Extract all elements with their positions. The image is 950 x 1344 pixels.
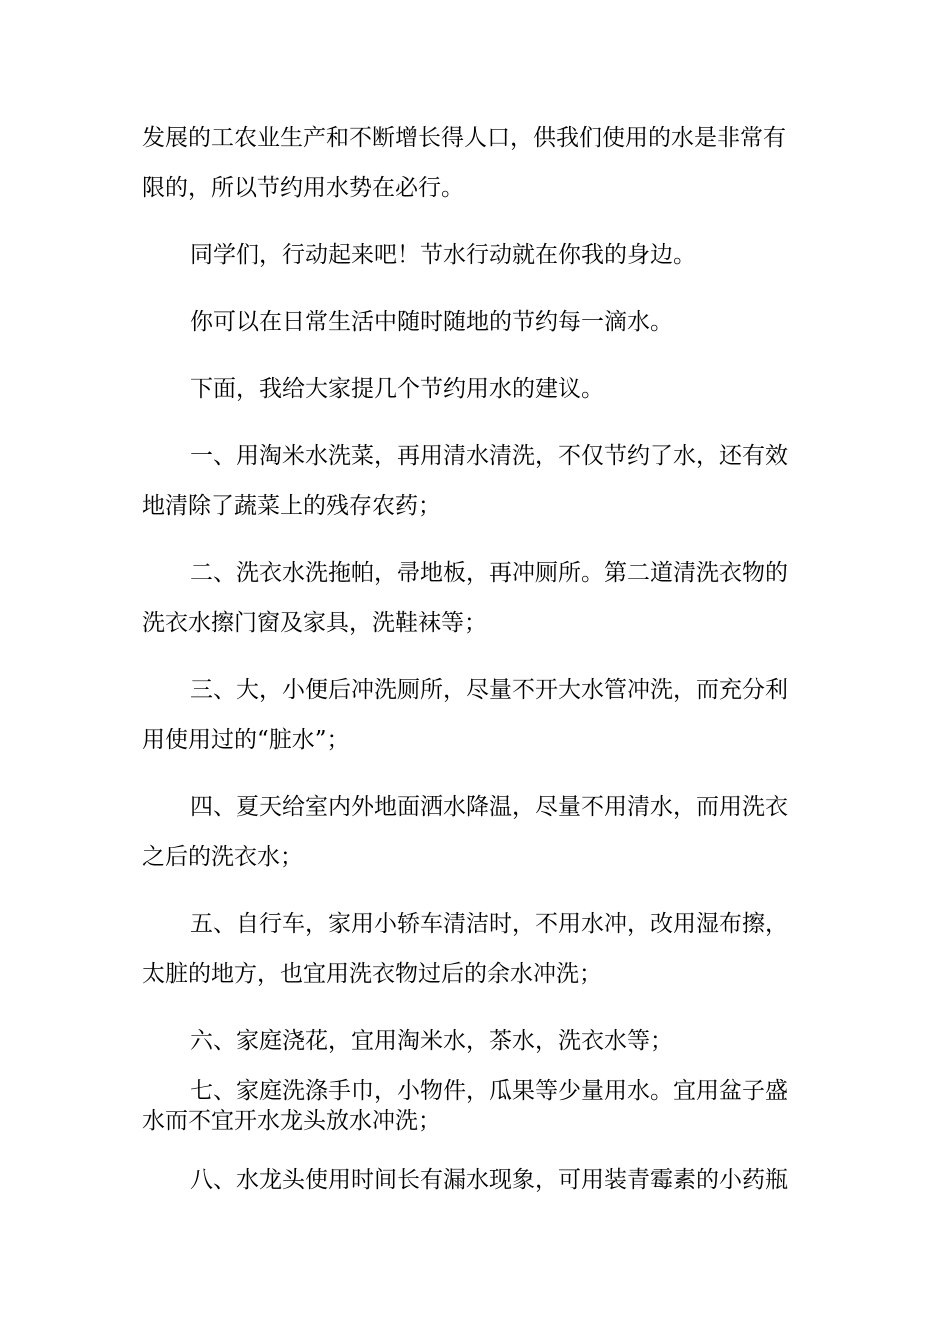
paragraph-line: 你可以在日常生活中随时随地的节约每一滴水。 xyxy=(190,309,673,335)
paragraph-line: 水而不宜开水龙头放水冲洗； xyxy=(142,1108,441,1134)
paragraph-line: 七、家庭洗涤手巾，小物件，瓜果等少量用水。宜用盆子盛 xyxy=(190,1078,788,1104)
paragraph-line: 一、用淘米水洗菜，再用清水清洗，不仅节约了水，还有效 xyxy=(190,443,788,469)
paragraph-line: 限的，所以节约用水势在必行。 xyxy=(142,175,464,201)
paragraph-line: 五、自行车，家用小轿车清洁时，不用水冲，改用湿布擦， xyxy=(190,911,788,937)
paragraph-line: 地清除了蔬菜上的残存农药； xyxy=(142,493,441,519)
paragraph-line: 同学们，行动起来吧！节水行动就在你我的身边。 xyxy=(190,242,696,268)
paragraph-line: 之后的洗衣水； xyxy=(142,844,303,870)
paragraph-line: 三、大，小便后冲洗厕所，尽量不开大水管冲洗，而充分利 xyxy=(190,677,788,703)
paragraph-line: 二、洗衣水洗拖帕，帚地板，再冲厕所。第二道清洗衣物的 xyxy=(190,560,788,586)
paragraph-line: 洗衣水擦门窗及家具，洗鞋袜等； xyxy=(142,610,487,636)
paragraph-line: 用使用过的“脏水”； xyxy=(142,727,350,753)
paragraph-line: 四、夏天给室内外地面洒水降温，尽量不用清水，而用洗衣 xyxy=(190,794,788,820)
paragraph-line: 太脏的地方，也宜用洗衣物过后的余水冲洗； xyxy=(142,961,602,987)
paragraph-line: 六、家庭浇花，宜用淘米水，茶水，洗衣水等； xyxy=(190,1028,673,1054)
paragraph-line: 发展的工农业生产和不断增长得人口，供我们使用的水是非常有 xyxy=(142,125,786,151)
paragraph-line: 下面，我给大家提几个节约用水的建议。 xyxy=(190,376,604,402)
paragraph-line: 八、水龙头使用时间长有漏水现象，可用装青霉素的小药瓶 xyxy=(190,1167,788,1193)
